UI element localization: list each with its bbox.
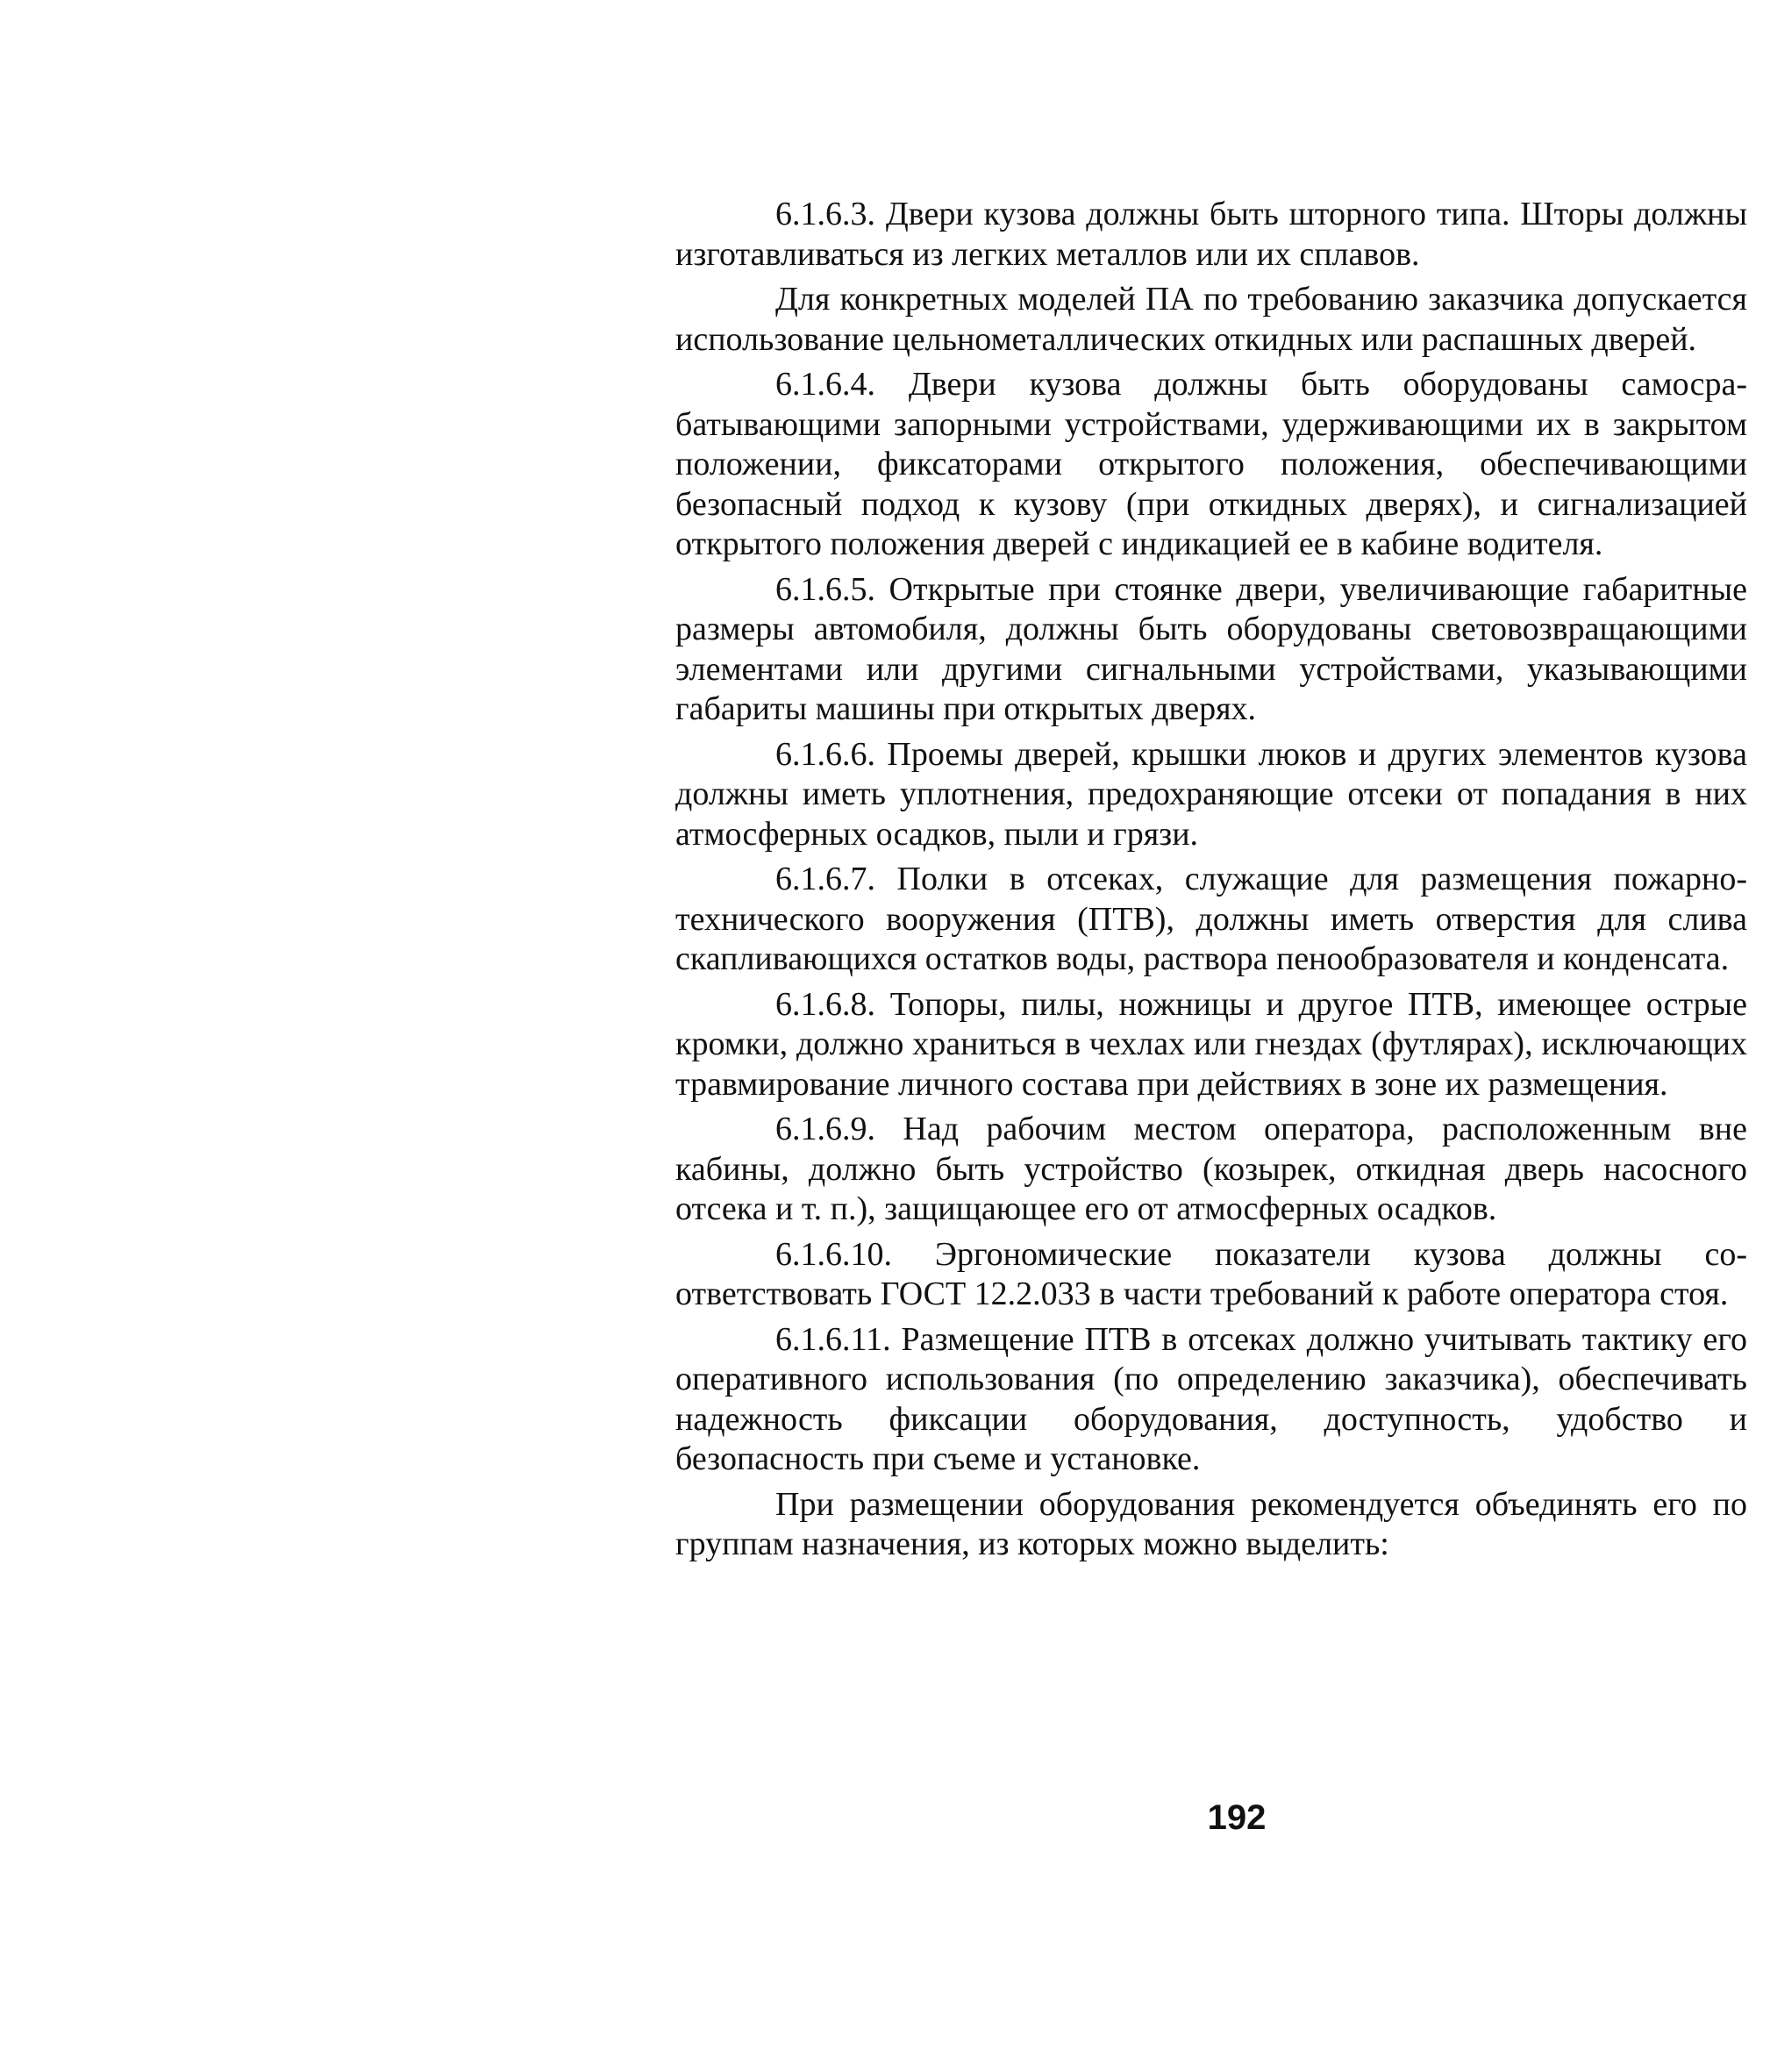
paragraph-6-1-6-7: 6.1.6.7. Полки в отсеках, служащие для размещения пожарно-технического вооружения (ПТВ), должны иметь отверстия для слива скапливающихся остатков воды, раствора пенообразователя и конденсата.: [675, 861, 1747, 977]
page-number: 192: [1207, 1798, 1267, 1837]
paragraph-6-1-6-3: 6.1.6.3. Двери кузова должны быть шторного типа. Шторы должны изготавливаться из легких металлов или их сплавов.: [675, 196, 1747, 273]
paragraph-6-1-6-10: 6.1.6.10. Эргономические показатели кузова должны соответствовать ГОСТ 12.2.033 в части требований к работе оператора стоя.: [675, 1235, 1747, 1312]
paragraph-6-1-6-6: 6.1.6.6. Проемы дверей, крышки люков и других элементов кузова должны иметь уплотнения, предохраняющие отсеки от попадания в них атмосферных осадков, пыли и грязи.: [675, 735, 1747, 853]
body-text: [675, 195, 1747, 1570]
paragraph-equipment-groups: При размещении оборудования рекомендуется объединять его по группам назначения, из которых можно выделить:: [675, 1485, 1747, 1562]
paragraph-6-1-6-5: 6.1.6.5. Открытые при стоянке двери, увеличивающие габаритные размеры автомобиля, должны быть оборудованы световозвращающими элементами или другими сигнальными устройствами, указывающими габариты машины при открытых дверях.: [675, 570, 1747, 727]
paragraph-6-1-6-11: 6.1.6.11. Размещение ПТВ в отсеках должно учитывать тактику его оперативного использования (по определению заказчика), обеспечивать надежность фиксации оборудования, доступность, удобство и безопасность при съеме и установке.: [675, 1320, 1747, 1477]
paragraph-6-1-6-9: 6.1.6.9. Над рабочим местом оператора, расположенным вне кабины, должно быть устройство (козырек, откидная дверь насосного отсека и т. п.), защищающее его от атмосферных осадков.: [675, 1111, 1747, 1227]
paragraph-6-1-6-8: 6.1.6.8. Топоры, пилы, ножницы и другое ПТВ, имеющее острые кромки, должно храниться в чехлах или гнездах (футлярах), исключающих травмирование личного состава при действиях в зоне их размещения.: [675, 985, 1747, 1103]
paragraph-custom-models: Для конкретных моделей ПА по требованию заказчика допускается использование цельнометаллических откидных или распашных дверей.: [675, 281, 1747, 358]
paragraph-6-1-6-4: 6.1.6.4. Двери кузова должны быть оборудованы самосрабатывающими запорными устройствами, удерживающими их в закрытом положении, фиксаторами открытого положения, обеспечивающими безопасный подход к кузову (при откидных дверях), и сигнализацией открытого положения дверей с индикацией ее в кабине водителя.: [675, 366, 1747, 562]
